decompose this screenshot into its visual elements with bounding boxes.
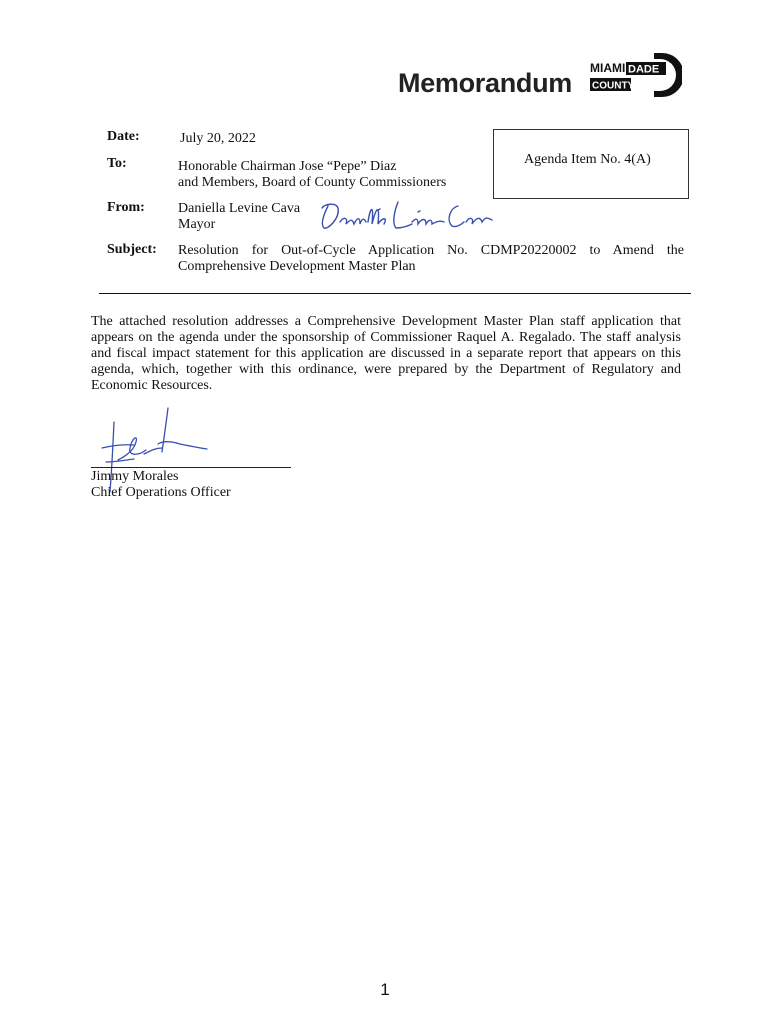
body-paragraph: The attached resolution addresses a Comprehensive Development Master Plan staff application that appears on the agenda under the sponsorship of Commissioner Raquel A. Regalado. The staff analysis and fiscal impact statement for this application are discussed in a separate report that appears on this agenda, which, together with this ordinance, were prepared by the Department of Regulatory and Economic Resources. (91, 314, 681, 393)
to-label: To: (107, 156, 127, 171)
page-number: 1 (380, 980, 390, 999)
from-name: Daniella Levine Cava (178, 201, 301, 216)
to-recipient-line2: and Members, Board of County Commissioners (178, 175, 447, 190)
agenda-item-number: Agenda Item No. 4(A) (524, 152, 651, 167)
signature-line (91, 467, 291, 468)
from-label: From: (107, 200, 145, 215)
mayor-signature (318, 196, 498, 236)
date-value: July 20, 2022 (180, 131, 256, 146)
header-divider (99, 293, 691, 294)
logo-text-dade: DADE (628, 63, 660, 76)
signatory-title: Chief Operations Officer (91, 485, 231, 500)
memo-title: Memorandum (398, 68, 573, 98)
agenda-item-box (493, 129, 689, 199)
subject-line1: Resolution for Out-of-Cycle Application No. CDMP20220002 to Amend the (178, 243, 684, 258)
miami-dade-county-logo (588, 53, 682, 97)
logo-text-county: COUNTY (592, 80, 635, 92)
date-label: Date: (107, 129, 140, 144)
from-title: Mayor (178, 217, 216, 232)
subject-line2: Comprehensive Development Master Plan (178, 259, 416, 274)
logo-text-miami: MIAMI (590, 61, 626, 75)
signatory-name: Jimmy Morales (91, 469, 179, 484)
to-recipient-line1: Honorable Chairman Jose “Pepe” Diaz (178, 159, 397, 174)
subject-label: Subject: (107, 242, 157, 257)
